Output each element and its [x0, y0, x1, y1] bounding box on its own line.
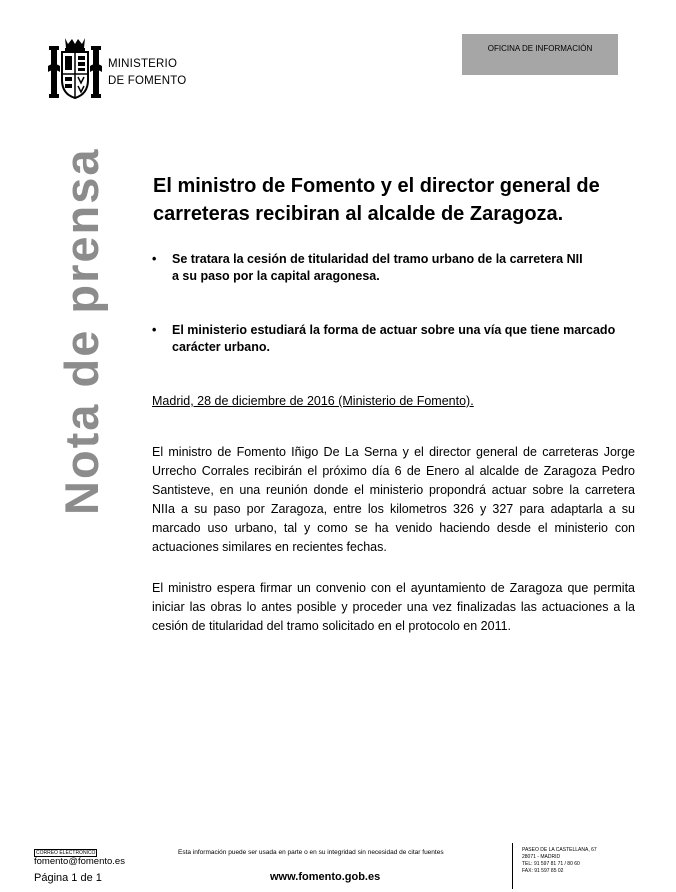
headline: El ministro de Fomento y el director general de carreteras recibiran al alcalde de Zaragoza. [153, 175, 600, 225]
dateline: Madrid, 28 de diciembre de 2016 (Ministerio de Fomento). [152, 394, 474, 408]
bullet-line: a su paso por la capital aragonesa. [172, 269, 380, 283]
press-note-vertical-label: Nota de prensa [55, 147, 108, 515]
bullet-item [150, 322, 650, 356]
bullet-dot-icon: • [152, 323, 157, 337]
body-paragraph: El ministro de Fomento Iñigo De La Serna y el director general de carreteras Jorge Urrecho Corrales recibirán el próximo día 6 de Enero al alcalde de Zaragoza Pedro Santisteve, en una reunión donde el ministerio propondrá actuar sobre la carretera NIIa a su paso por Zaragoza, entre los kilometros 326 y 327 para adaptarla a su marcado uso urbano, tal y como se ha venido haciendo desde el ministerio con actuaciones similares en recientes fechas. [152, 445, 635, 554]
address-block [522, 847, 597, 875]
email-label: CORREO ELECTRÓNICO [36, 850, 96, 856]
ministry-line-2: DE FOMENTO [108, 75, 187, 87]
address-line: 28071 - MADRID [522, 854, 561, 860]
phone: TEL: 91 597 81 71 / 80 60 [522, 861, 580, 867]
disclaimer: Esta información puede ser usada en parte o en su integridad sin necesidad de citar fuentes [178, 849, 444, 856]
address-line: PASEO DE LA CASTELLANA, 67 [522, 847, 597, 853]
page-number: Página 1 de 1 [34, 872, 102, 884]
ministry-line-1: MINISTERIO [108, 58, 178, 70]
body-paragraph: El ministro espera firmar un convenio con el ayuntamiento de Zaragoza que permita iniciar las obras lo antes posible y proceder una vez finalizadas las actuaciones a la cesión de titularidad del tramo solicitado en el protocolo en 2011. [152, 581, 635, 633]
bullet-line: carácter urbano. [172, 340, 270, 354]
ministry-name [108, 56, 186, 90]
bullet-dot-icon: • [152, 252, 157, 266]
website-link[interactable]: www.fomento.gob.es [270, 871, 381, 883]
footer-divider [512, 843, 513, 889]
fax: FAX: 91 597 85 02 [522, 868, 564, 874]
office-label-box [462, 34, 618, 75]
summary-bullets [150, 251, 650, 356]
office-label: OFICINA DE INFORMACIÓN [487, 44, 593, 53]
coat-of-arms-logo [48, 36, 102, 102]
email-address: fomento@fomento.es [34, 856, 125, 867]
bullet-line: Se tratara la cesión de titularidad del tramo urbano de la carretera NII [172, 252, 583, 266]
bullet-line: El ministerio estudiará la forma de actuar sobre una vía que tiene marcado [172, 323, 616, 337]
bullet-item [150, 251, 650, 285]
